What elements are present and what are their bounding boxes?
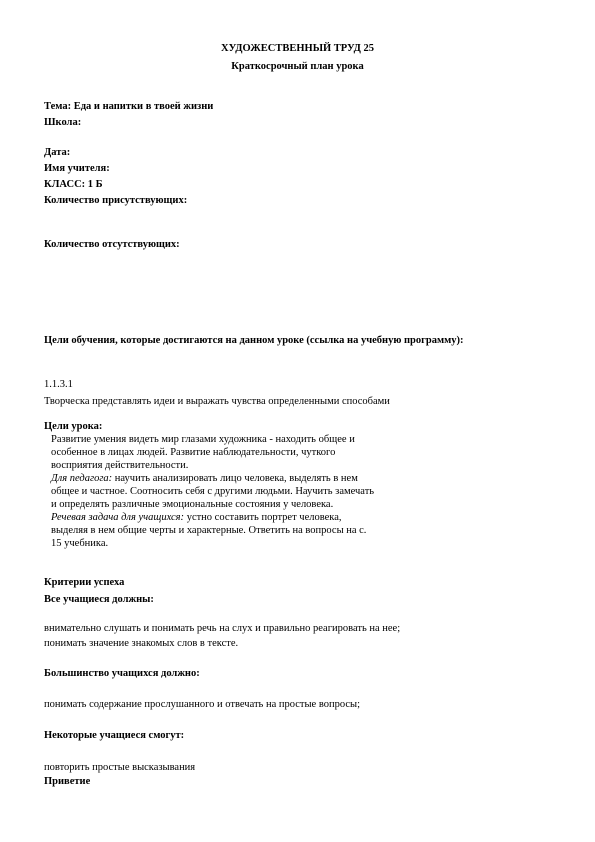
present-count-field: Количество присутствующих: (44, 195, 188, 206)
lesson-topic: Тема: Еда и напитки в твоей жизни (44, 101, 214, 112)
some-students-heading: Некоторые учащиеся смогут: (44, 730, 185, 741)
date-field: Дата: (44, 147, 71, 158)
teacher-field: Имя учителя: (44, 163, 110, 174)
lesson-goal-line: Развитие умения видеть мир глазами художника - находить общее и (51, 434, 355, 445)
some-students-line: повторить простые высказывания (44, 762, 196, 773)
teacher-goal-text: научить анализировать лицо человека, выделять в нем (112, 473, 358, 484)
document-subtitle: Краткосрочный план урока (231, 61, 364, 72)
school-field: Школа: (44, 117, 82, 128)
teacher-goal-line: и определять различные эмоциональные состояния у человека. (51, 499, 334, 510)
all-students-line: понимать значение знакомых слов в тексте. (44, 638, 239, 649)
lesson-goal-line: восприятия действительности. (51, 460, 189, 471)
speech-goal-line (51, 511, 342, 524)
all-students-line: внимательно слушать и понимать речь на слух и правильно реагировать на нее; (44, 623, 401, 634)
objective-code: 1.1.3.1 (44, 379, 73, 390)
class-field: КЛАСС: 1 Б (44, 179, 103, 190)
speech-goal-text: устно составить портрет человека, (184, 512, 342, 523)
document-title: ХУДОЖЕСТВЕННЫЙ ТРУД 25 (221, 43, 374, 54)
teacher-goal-label: Для педагога: (51, 473, 113, 484)
absent-count-field: Количество отсутствующих: (44, 239, 180, 250)
speech-goal-line: 15 учебника. (51, 538, 109, 549)
objective-text: Творческа представлять идеи и выражать чувства определенными способами (44, 396, 390, 407)
lesson-goals-heading: Цели урока: (44, 421, 103, 432)
lesson-goal-line: особенное в лицах людей. Развитие наблюдательности, чуткого (51, 447, 336, 458)
most-students-heading: Большинство учащихся должно: (44, 668, 200, 679)
greeting-heading: Приветие (44, 776, 91, 787)
teacher-goal-line: общее и частное. Соотносить себя с другими людьми. Научить замечать (51, 486, 375, 497)
objectives-heading: Цели обучения, которые достигаются на данном уроке (ссылка на учебную программу): (44, 335, 464, 346)
teacher-goal-line (51, 472, 358, 485)
speech-goal-label: Речевая задача для учащихся: (51, 512, 185, 523)
speech-goal-line: выделяя в нем общие черты и характерные. Ответить на вопросы на с. (51, 525, 367, 536)
criteria-heading: Критерии успеха (44, 577, 125, 588)
most-students-line: понимать содержание прослушанного и отвечать на простые вопросы; (44, 699, 360, 710)
all-students-heading: Все учащиеся должны: (44, 594, 154, 605)
